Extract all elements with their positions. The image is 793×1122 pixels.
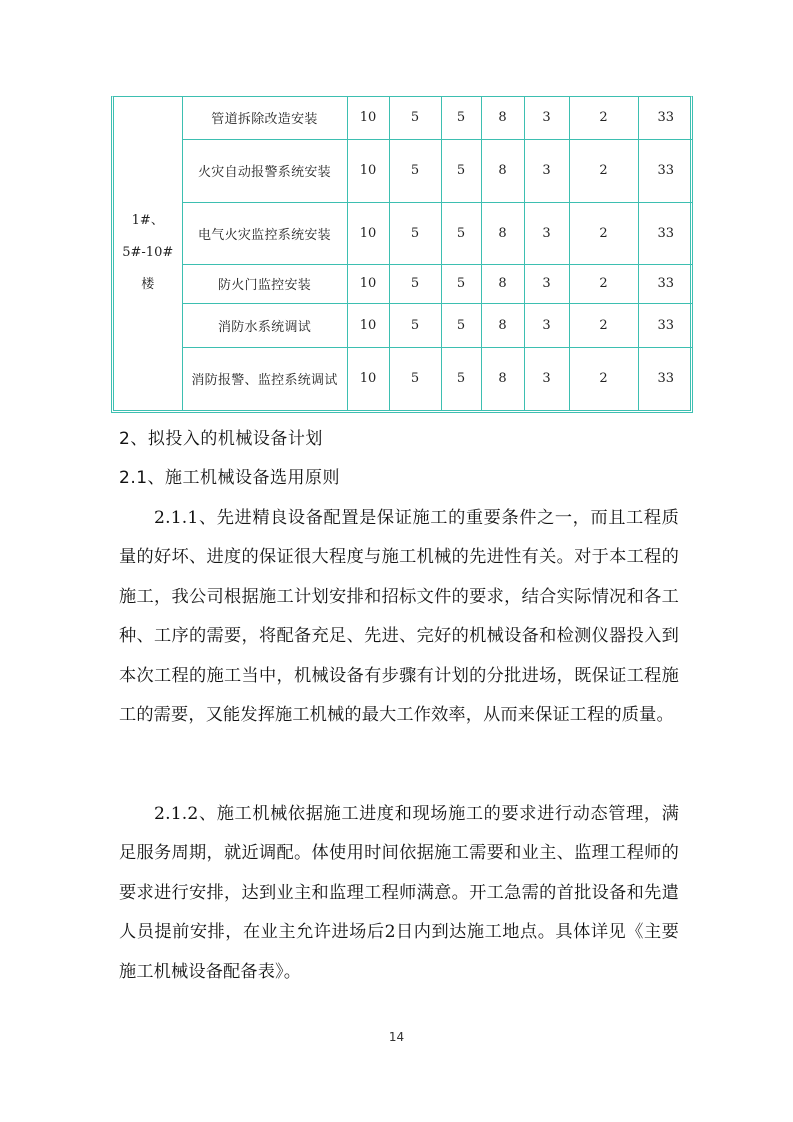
construction-schedule-table-frame <box>111 96 693 413</box>
task-cell: 消防水系统调试 <box>182 303 347 347</box>
value-cell: 5 <box>389 202 441 264</box>
value-cell: 10 <box>347 347 389 410</box>
value-cell: 10 <box>347 97 389 139</box>
value-cell: 10 <box>347 139 389 202</box>
building-cell <box>114 97 182 410</box>
value-cell: 5 <box>389 303 441 347</box>
table-row <box>114 264 693 303</box>
task-cell: 消防报警、监控系统调试 <box>182 347 347 410</box>
value-cell: 8 <box>481 264 524 303</box>
value-cell: 3 <box>524 139 569 202</box>
body-paragraph-2-1-1: 2.1.1、先进精良设备配置是保证施工的重要条件之一，而且工程质量的好坏、进度的保证很大程度与施工机械的先进性有关。对于本工程的施工，我公司根据施工计划安排和招标文件的要求，结合实际情况和各工种、工序的需要，将配备充足、先进、完好的机械设备和检测仪器投入到本次工程的施工当中，机械设备有步骤有计划的分批进场，既保证工程施工的需要，又能发挥施工机械的最大工作效率，从而来保证工程的质量。 <box>119 508 679 726</box>
subsection-heading: 2.1、施工机械设备选用原则 <box>119 468 341 488</box>
value-cell: 33 <box>638 202 693 264</box>
value-cell: 5 <box>441 97 481 139</box>
building-label-line: 1#、 <box>131 213 164 229</box>
value-cell: 5 <box>389 264 441 303</box>
value-cell: 3 <box>524 347 569 410</box>
building-label-line: 5#-10# <box>122 245 174 261</box>
table-row <box>114 139 693 202</box>
value-cell: 3 <box>524 264 569 303</box>
value-cell: 33 <box>638 303 693 347</box>
value-cell: 10 <box>347 264 389 303</box>
value-cell: 2 <box>569 139 638 202</box>
value-cell: 10 <box>347 303 389 347</box>
value-cell: 10 <box>347 202 389 264</box>
value-cell: 8 <box>481 347 524 410</box>
section-heading: 2、拟投入的机械设备计划 <box>119 429 323 449</box>
value-cell: 5 <box>389 97 441 139</box>
value-cell: 5 <box>441 202 481 264</box>
task-cell: 管道拆除改造安装 <box>182 97 347 139</box>
value-cell: 8 <box>481 202 524 264</box>
value-cell: 5 <box>441 139 481 202</box>
value-cell: 2 <box>569 202 638 264</box>
value-cell: 33 <box>638 264 693 303</box>
value-cell: 2 <box>569 97 638 139</box>
value-cell: 5 <box>441 347 481 410</box>
value-cell: 5 <box>441 303 481 347</box>
value-cell: 2 <box>569 303 638 347</box>
table-row <box>114 347 693 410</box>
task-cell: 电气火灾监控系统安装 <box>182 202 347 264</box>
value-cell: 3 <box>524 202 569 264</box>
value-cell: 5 <box>389 139 441 202</box>
value-cell: 3 <box>524 303 569 347</box>
page-number: 14 <box>388 1030 405 1044</box>
value-cell: 5 <box>441 264 481 303</box>
value-cell: 3 <box>524 97 569 139</box>
value-cell: 8 <box>481 303 524 347</box>
value-cell: 8 <box>481 97 524 139</box>
value-cell: 2 <box>569 264 638 303</box>
construction-schedule-table <box>114 97 693 411</box>
table-row <box>114 303 693 347</box>
value-cell: 2 <box>569 347 638 410</box>
building-label-line: 楼 <box>141 277 155 293</box>
value-cell: 33 <box>638 97 693 139</box>
value-cell: 33 <box>638 139 693 202</box>
task-cell: 火灾自动报警系统安装 <box>182 139 347 202</box>
table-row <box>114 202 693 264</box>
body-paragraph-2-1-2: 2.1.2、施工机械依据施工进度和现场施工的要求进行动态管理，满足服务周期，就近调配。体使用时间依据施工需要和业主、监理工程师的要求进行安排，达到业主和监理工程师满意。开工急需的首批设备和先遣人员提前安排，在业主允许进场后2日内到达施工地点。具体详见《主要施工机械设备配备表》。 <box>119 804 679 982</box>
value-cell: 33 <box>638 347 693 410</box>
value-cell: 5 <box>389 347 441 410</box>
value-cell: 8 <box>481 139 524 202</box>
table-row <box>114 97 693 139</box>
task-cell: 防火门监控安装 <box>182 264 347 303</box>
